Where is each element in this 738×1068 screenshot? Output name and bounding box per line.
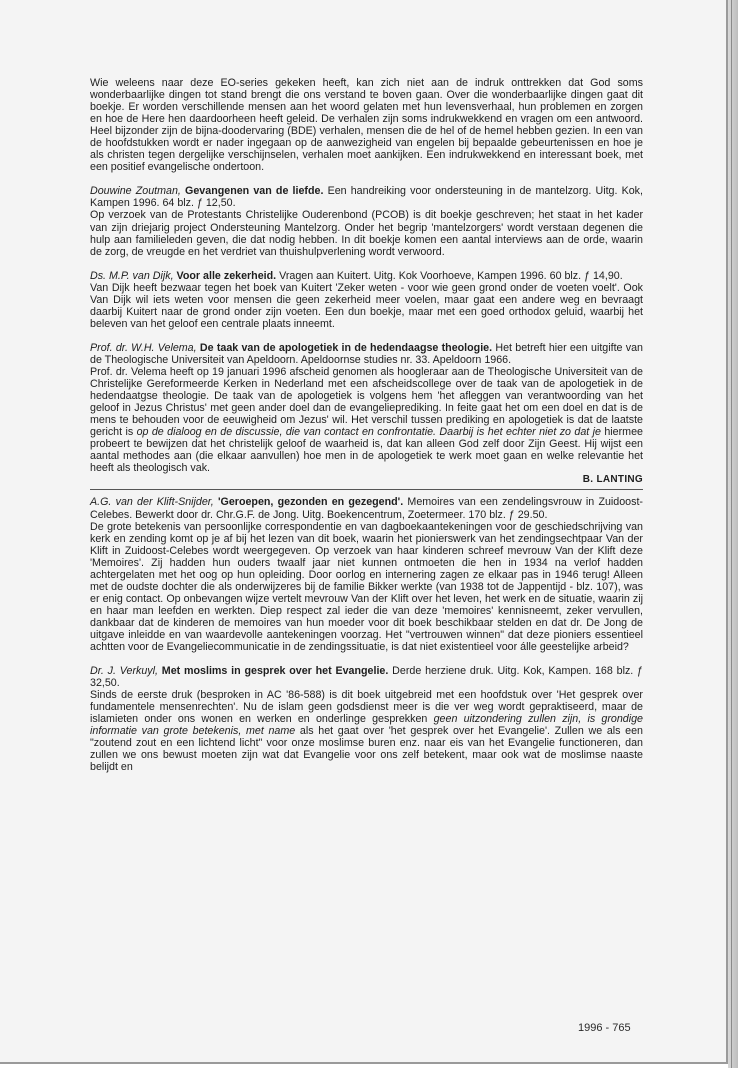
- review-author: Dr. J. Verkuyl,: [90, 665, 158, 678]
- review-meta: Vragen aan Kuitert. Uitg. Kok Voorhoeve, Kampen 1996. 60 blz. ƒ 14,90.: [276, 269, 623, 282]
- review-body-part: Sinds de eerste druk (besproken in AC '86-588) is dit boek uitgebreid met een hoofdstuk over 'Het gesprek over fundamentele mensenrechten'. Nu de islam geen godsdienst meer is die ver weg wordt gepraktiseerd, maar de islamieten onder ons wonen en werken en onderlinge gesprekken: [90, 689, 643, 726]
- review-body-part: hiermee probeert te bewijzen dat het christelijk geloof de waarheid is, dat kan alleen God zelf door Zijn Geest. Hij wijst een aantal methodes aan (die elkaar aanvullen) hoe men in de apologetiek te werk moet gaan en welke relevantie het heeft als theologisch vak.: [90, 426, 643, 475]
- review-title: 'Geroepen, gezonden en gezegend'.: [217, 496, 404, 509]
- review-van-der-klift: [90, 496, 643, 653]
- intro-paragraph: Wie weleens naar deze EO-series gekeken heeft, kan zich niet aan de indruk onttrekken dat God soms wonderbaarlijke dingen tot stand brengt die ons verstand te boven gaan. Over die wonderbaarlijke dingen gaat dit boekje. Er worden verschillende mensen aan het woord gelaten met hun levensverhaal, hun problemen en zorgen en hoe de Here hen daardoorheen heeft geleid. De verhalen zijn soms indrukwekkend en vragen om een antwoord. Heel bijzonder zijn de bijna-doodervaring (BDE) verhalen, mensen die de hel of de hemel hebben gezien. In een van de hoofdstukken wordt er nader ingegaan op de aanwezigheid van engelen bij bepaalde gebeurtenissen en hoe je als christen tegen dergelijke verschijnselen, verhalen moet aankijken. Een indrukwekkend en interessant boek, met een positief evangelische ondertoon.: [90, 77, 643, 174]
- review-meta: Een handreiking voor ondersteuning in de mantelzorg. Uitg. Kok, Kampen 1996. 64 blz. ƒ 12,50.: [90, 185, 643, 210]
- text-column: [90, 77, 643, 773]
- page-number: 1996 - 765: [578, 1022, 631, 1034]
- review-meta: Memoires van een zendelingsvrouw in Zuidoost-Celebes. Bewerkt door dr. Chr.G.F. de Jong. Uitg. Boekencentrum, Zoetermeer. 170 blz. ƒ 29.50.: [90, 496, 643, 521]
- review-verkuyl: [90, 665, 643, 773]
- review-heading: [90, 270, 643, 282]
- review-body: [90, 366, 643, 474]
- section-divider: [90, 489, 643, 490]
- review-author: Prof. dr. W.H. Velema,: [90, 341, 197, 354]
- review-zoutman: [90, 185, 643, 257]
- review-body: De grote betekenis van persoonlijke correspondentie en van dagboekaantekeningen voor de geschiedschrijving van kerk en zending komt op je af bij het lezen van dit boek, waarin het pionierswerk van het zendingsechtpaar Van der Klift in Zuidoost-Celebes wordt weergegeven. Op verzoek van haar kinderen schreef mevrouw Van der Klift deze 'Memoires'. Zij hadden hun ouders twaalf jaar niet kunnen ontmoeten die hen in 1934 na verlof hadden achtergelaten met het oog op hun opleiding. Door oorlog en internering zagen ze elkaar pas in 1946 terug! Alleen met de oudste dochter die als onderwijzeres bij de familie Bikker werkte (van 1938 tot de Jappentijd - blz. 107), was er enig contact. Op onbevangen wijze vertelt mevrouw Van der Klift over het leven, het werk en de situatie, waarin zij en haar man leefden en werkten. Diep respect zal ieder die van deze 'memoires' kennisneemt, zeker vervullen, dankbaar dat de kinderen de memoires van hun moeder voor dit boek beschikbaar stelden en dat dr. De Jong de uitgave inleidde en van waardevolle aantekeningen voorzag. Het "vertrouwen winnen" dat deze pioniers essentieel achtten voor de Evangeliecommunicatie in de zendingssituatie, is dat niet existentieel voor álle geestelijke arbeid?: [90, 520, 643, 654]
- review-van-dijk: [90, 270, 643, 330]
- review-author: Douwine Zoutman,: [90, 185, 181, 198]
- page-edge: [728, 0, 738, 1068]
- review-title: Voor alle zekerheid.: [176, 269, 277, 282]
- review-velema: [90, 342, 643, 487]
- review-meta: Het betreft hier een uitgifte van de Theologische Universiteit van Apeldoorn. Apeldoornse studies nr. 33. Apeldoorn 1966.: [90, 341, 643, 366]
- review-body: Van Dijk heeft bezwaar tegen het boek van Kuitert 'Zeker weten - voor wie geen grond onder de voeten voelt'. Ook Van Dijk wil iets weten voor mensen die geen zekerheid meer voelen, maar gaat een andere weg en bevraagt daarbij Kuitert naar de grond onder zijn voeten. Een dun boekje, maar met een goed orthodox geluid, waarbij het beleven van het geloof een centrale plaats inneemt.: [90, 281, 643, 330]
- review-body-part: als het gaat over 'het gesprek over het Evangelie'. Zullen we als een "zoutend zout en een lichtend licht" voor onze moslimse buren enz. naar eis van het Evangelie functioneren, dan zullen we ons bewust moeten zijn wat dat Evangelie voor ons zelf betekent, maar ook wat de moslimse naaste belijdt en: [90, 725, 643, 774]
- review-title: Met moslims in gesprek over het Evangelie.: [161, 665, 389, 678]
- review-author: Ds. M.P. van Dijk,: [90, 269, 174, 282]
- review-body-part: Prof. dr. Velema heeft op 19 januari 1996 afscheid genomen als hoogleraar aan de Theologische Universiteit van de Christelijke Gereformeerde Kerken in Nederland met een afscheidscollege over de taak van de apologetiek in de hedendaatgse theologie. De taak van de apologetiek is volgens hem 'het afleggen van verantwoording van het geloof in Jezus Christus' met geen ander doel dan de evangelieprediking. In feite gaat het om een doel en dat is de mens te behouden voor de eeuwigheid om Jezus' wil. Het verschil tussen prediking en apologetiek is dat de laatste gericht is: [90, 365, 643, 439]
- review-heading: [90, 342, 643, 366]
- review-body: Op verzoek van de Protestants Christelijke Ouderenbond (PCOB) is dit boekje geschreven; het staat in het kader van zijn driejarig project Ondersteuning Mantelzorg. Onder het begrip 'mantelzorgers' wordt verstaan degenen die hulp aan familieleden geven, die dat nodig hebben. In dit boekje komen een aantal interviews aan de orde, waarin de zorg, de vreugde en het verdriet van thuishulpverlening wordt verwoord.: [90, 209, 643, 258]
- review-meta: Derde herziene druk. Uitg. Kok, Kampen. 168 blz. ƒ 32,50.: [90, 665, 643, 690]
- review-heading: [90, 496, 643, 520]
- reviewer-signature: B. LANTING: [582, 474, 643, 486]
- review-title: Gevangenen van de liefde.: [185, 185, 324, 198]
- review-heading: [90, 185, 643, 209]
- review-heading: [90, 665, 643, 689]
- review-body-italic: op de dialoog en de discussie, die van contact en confrontatie. Daarbij is het echter niet zo dat je: [136, 426, 601, 439]
- review-author: A.G. van der Klift-Snijder,: [90, 496, 214, 509]
- review-body: [90, 689, 643, 773]
- review-body-italic: geen uitzondering zullen zijn, is grondige informatie van grote betekenis, met name: [90, 713, 643, 738]
- review-title: De taak van de apologetiek in de hedendaagse theologie.: [199, 341, 493, 354]
